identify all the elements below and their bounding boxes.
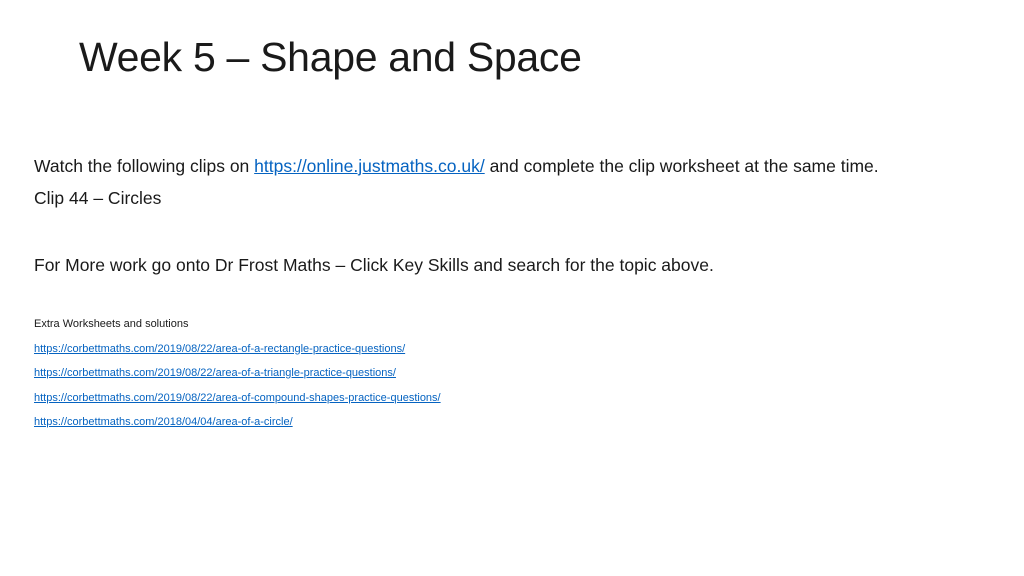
clip-label: Clip 44 – Circles — [34, 188, 162, 208]
more-work-text: For More work go onto Dr Frost Maths – Click Key Skills and search for the topic above. — [34, 255, 714, 275]
circle-worksheet-link[interactable]: https://corbettmaths.com/2018/04/04/area-of-a-circle/ — [34, 416, 293, 428]
rectangle-worksheet-link[interactable]: https://corbettmaths.com/2019/08/22/area-of-a-rectangle-practice-questions/ — [34, 342, 406, 355]
justmaths-link[interactable]: https://online.justmaths.co.uk/ — [254, 156, 485, 176]
compound-shapes-worksheet-link[interactable]: https://corbettmaths.com/2019/08/22/area-of-compound-shapes-practice-questions/ — [34, 391, 441, 404]
intro-text-before: Watch the following clips on — [34, 156, 255, 176]
slide-title: Week 5 – Shape and Space — [79, 34, 582, 80]
intro-paragraph — [34, 155, 934, 178]
slide-body — [34, 155, 934, 440]
intro-text-after: and complete the clip worksheet at the same time. — [484, 156, 879, 176]
triangle-worksheet-link[interactable]: https://corbettmaths.com/2019/08/22/area-of-a-triangle-practice-questions/ — [34, 367, 396, 379]
extra-worksheets-heading: Extra Worksheets and solutions — [34, 318, 189, 330]
